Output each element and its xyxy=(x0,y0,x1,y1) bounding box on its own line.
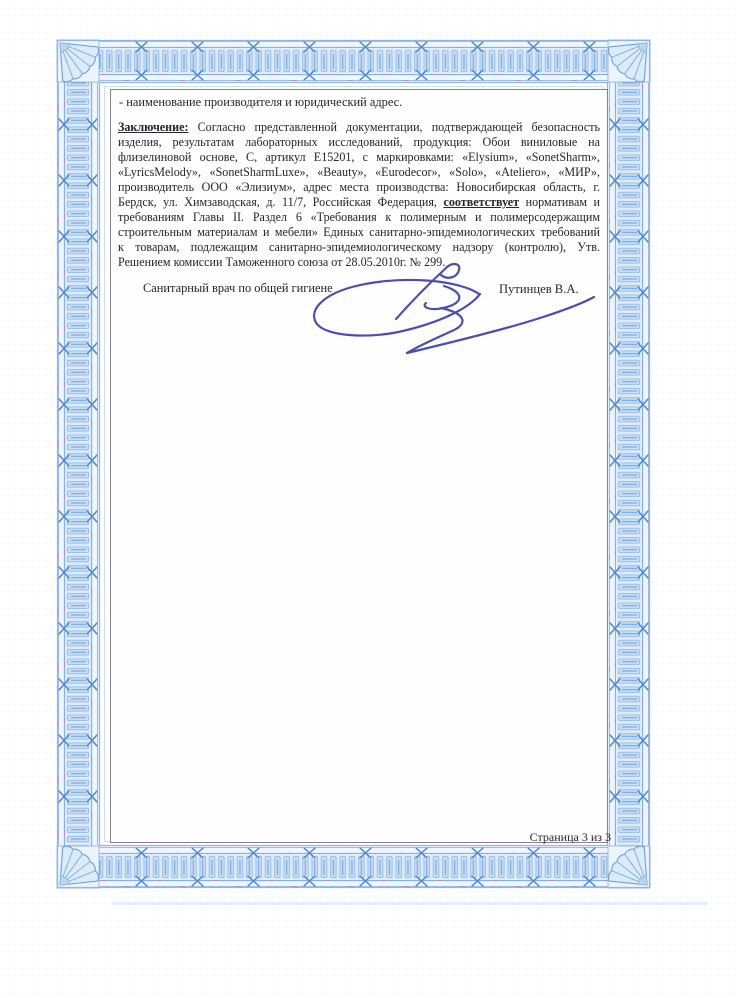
conclusion-line xyxy=(118,240,600,255)
text-segment: Бердск, ул. Химзаводская, д. 11/7, Российская Федерация, xyxy=(118,195,444,209)
text-segment: строительным материалам и мебели» Единых санитарно-эпидемиологических требований xyxy=(118,225,600,239)
conclusion-line xyxy=(118,135,600,150)
text-segment: «LyricsMelody», «SonetSharmLuxe», «Beauty», «Eurodecor», «Solo», «Ateliero», «МИР», xyxy=(118,165,600,179)
emphasized-term: Заключение: xyxy=(118,120,189,134)
text-segment: производитель ООО «Элизиум», адрес места производства: Новосибирская область, г. xyxy=(118,180,600,194)
text-segment: нормативам и xyxy=(519,195,600,209)
conclusion-line xyxy=(118,165,600,180)
text-segment: Согласно представленной документации, подтверждающей безопасность xyxy=(188,120,600,134)
emphasized-term: соответствует xyxy=(443,195,520,209)
signatory-role: Санитарный врач по общей гигиене xyxy=(143,281,333,295)
conclusion-line xyxy=(118,210,600,225)
manufacturer-address-line: - наименование производителя и юридический адрес. xyxy=(119,95,403,109)
conclusion-line xyxy=(118,195,600,210)
conclusion-line xyxy=(118,180,600,195)
text-segment: Решением комиссии Таможенного союза от 28.05.2010г. № 299. xyxy=(118,255,446,269)
page-number: Страница 3 из 3 xyxy=(529,830,611,844)
document-content-area xyxy=(110,89,611,844)
text-segment: требованиям Главы II. Раздел 6 «Требования к полимерным и полимерсодержащим xyxy=(118,210,600,224)
conclusion-line xyxy=(118,150,600,165)
conclusion-line xyxy=(118,120,600,135)
text-segment: к товарам, подлежащим санитарно-эпидемиологическому надзору (контролю), Утв. xyxy=(118,240,600,254)
conclusion-line xyxy=(118,225,600,240)
conclusion-line xyxy=(118,255,600,270)
conclusion-paragraph xyxy=(118,120,600,270)
text-segment: флизелиновой основе, С, артикул Е15201, с маркировками: «Elysium», «SonetSharm», xyxy=(118,150,600,164)
text-segment: изделия, результатам лабораторных исследований, продукция: Обои виниловые на xyxy=(118,135,600,149)
signatory-name: Путинцев В.А. xyxy=(499,282,579,296)
